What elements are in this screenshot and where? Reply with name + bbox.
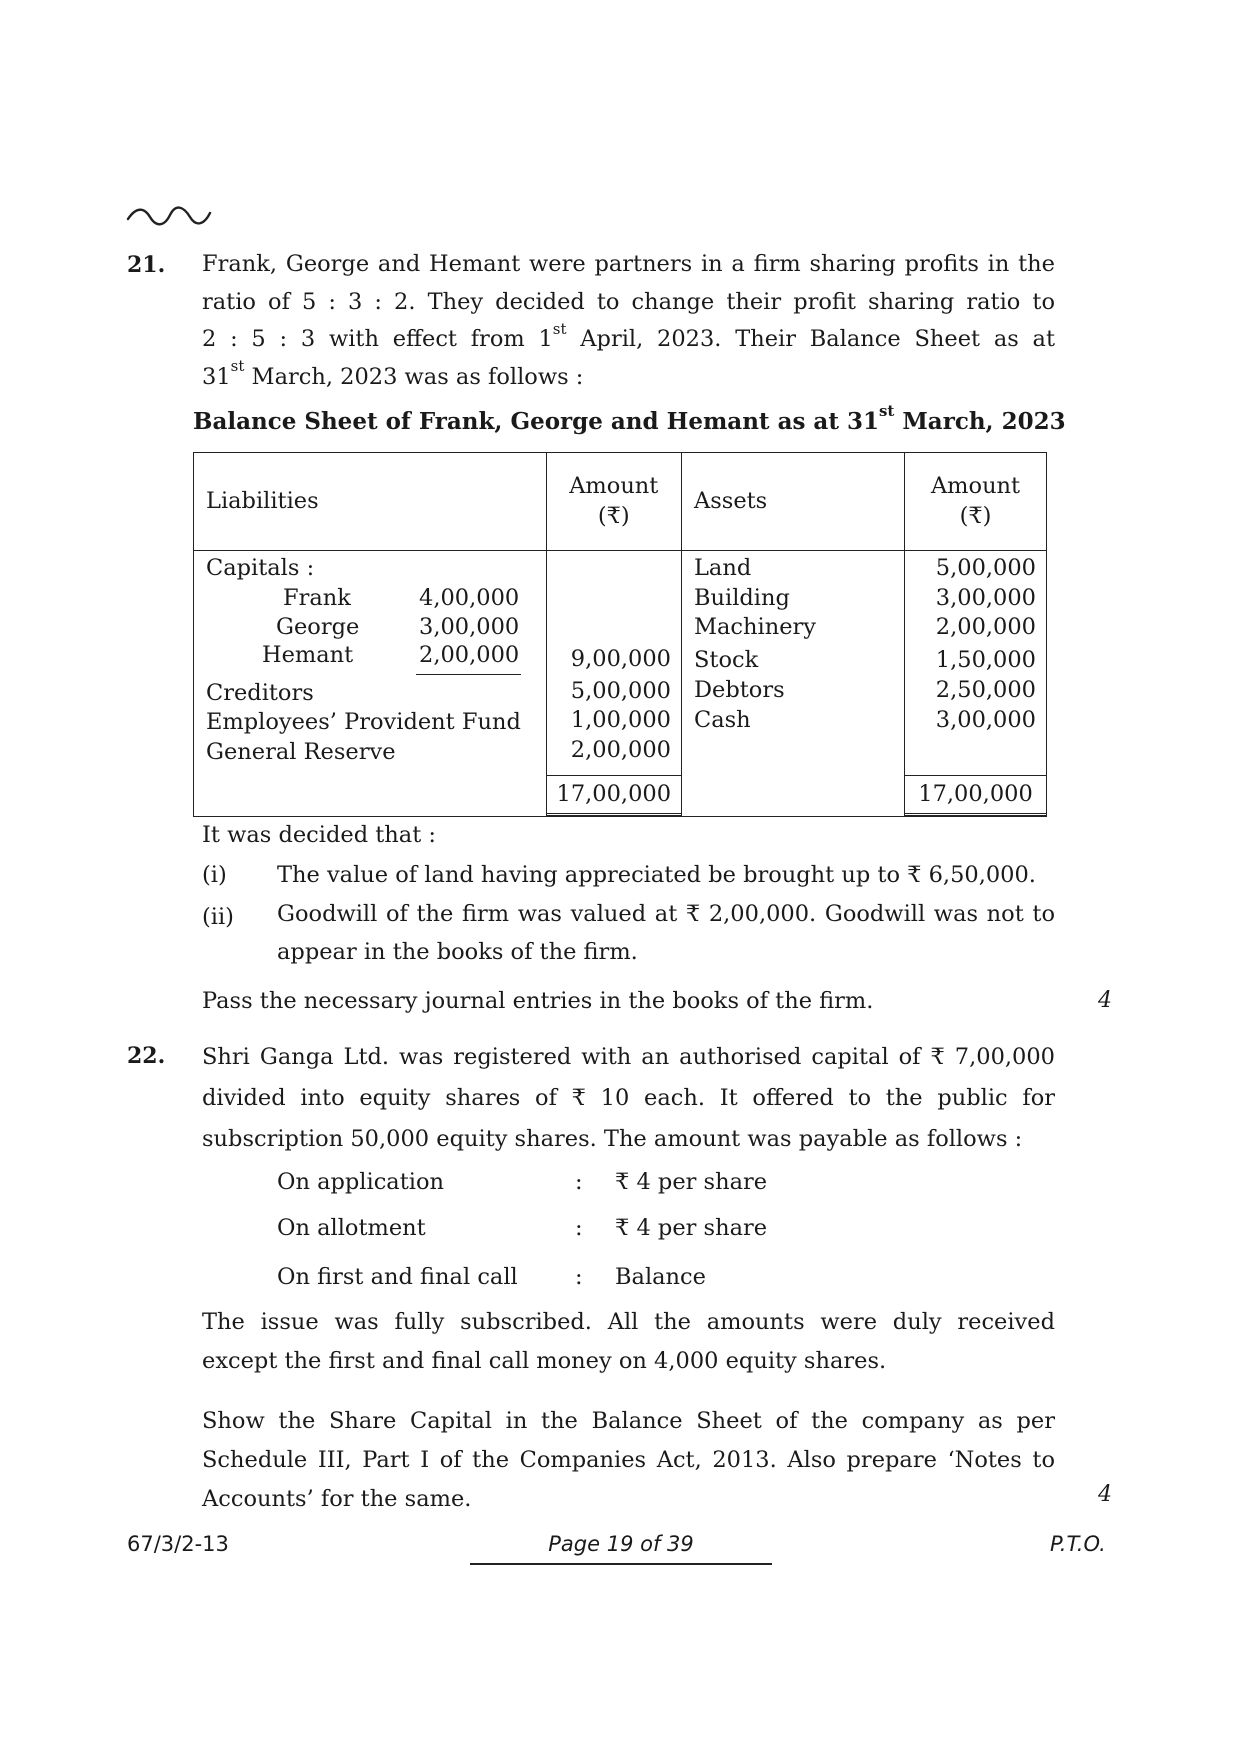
partner-name-george: George <box>276 613 360 640</box>
paper-code: 67/3/2-13 <box>127 1532 229 1556</box>
header-liabilities: Liabilities <box>194 453 547 551</box>
subtotal-underline <box>416 674 521 675</box>
balance-sheet-title <box>193 402 1066 435</box>
q21-marks: 4 <box>1098 988 1112 1013</box>
q22-marks: 4 <box>1098 1482 1112 1507</box>
balance-sheet-table <box>193 452 1047 817</box>
asset-debtors: Debtors <box>693 677 785 703</box>
liability-general-reserve: General Reserve <box>206 738 396 765</box>
q21-line-3 <box>202 321 1055 359</box>
q22-line-1: Shri Ganga Ltd. was registered with an authorised capital of ₹ 7,00,000 <box>202 1044 1055 1070</box>
q21-instruction: Pass the necessary journal entries in the books of the firm. <box>202 988 874 1014</box>
question-number-21: 21. <box>127 252 166 278</box>
header-amount-left <box>546 453 681 551</box>
schedule-value-allotment: ₹ 4 per share <box>615 1215 768 1241</box>
liability-epf: Employees’ Provident Fund <box>206 709 521 735</box>
partner-name-hemant: Hemant <box>262 641 354 668</box>
header-amount-left-l1: Amount <box>569 473 659 499</box>
amount-creditors: 5,00,000 <box>570 677 671 704</box>
schedule-label-application: On application <box>277 1169 444 1195</box>
header-amount-right <box>905 453 1047 551</box>
schedule-sep-final-call: : <box>575 1264 583 1290</box>
item-ii-block <box>277 896 1055 971</box>
q21-line-3-b: April, 2023. Their Balance Sheet as at <box>566 326 1056 352</box>
item-i-number: (i) <box>202 862 227 888</box>
liabilities-column <box>194 551 547 776</box>
header-amount-left-l2: (₹) <box>597 502 630 529</box>
page-number: Page 19 of 39 <box>548 1532 694 1556</box>
bs-title-sup: st <box>878 402 895 421</box>
header-amount-right-l2: (₹) <box>959 502 992 529</box>
schedule-value-application: ₹ 4 per share <box>615 1169 768 1195</box>
assets-amount-column <box>905 551 1047 776</box>
header-assets: Assets <box>681 453 904 551</box>
asset-cash: Cash <box>693 706 751 733</box>
wave-mark-icon <box>126 205 212 227</box>
q21-line-3-sup: st <box>552 319 567 338</box>
q22-paragraph-2 <box>202 1303 1055 1381</box>
table-body-row <box>194 551 1047 776</box>
schedule-value-final-call: Balance <box>615 1264 706 1290</box>
pto-label: P.T.O. <box>1050 1532 1106 1556</box>
schedule-label-final-call: On first and final call <box>277 1264 518 1290</box>
table-total-row <box>194 775 1047 816</box>
amount-building: 3,00,000 <box>935 584 1036 611</box>
bs-title-a: Balance Sheet of Frank, George and Hemant as at 31 <box>193 408 879 435</box>
question-22-intro <box>202 1037 1055 1160</box>
item-ii-number: (ii) <box>202 904 234 930</box>
amount-machinery: 2,00,000 <box>935 614 1036 640</box>
question-number-22: 22. <box>127 1043 166 1069</box>
q21-line-4 <box>202 359 1055 397</box>
schedule-label-allotment: On allotment <box>277 1215 426 1241</box>
amount-capital-total: 9,00,000 <box>570 646 671 672</box>
q22-para3-line-2: Schedule III, Part I of the Companies Act, 2013. Also prepare ‘Notes to <box>202 1447 1055 1473</box>
q22-paragraph-3 <box>202 1402 1055 1519</box>
total-liabilities: 17,00,000 <box>547 775 681 816</box>
total-assets: 17,00,000 <box>905 775 1046 816</box>
q21-line-4-b: March, 2023 was as follows : <box>244 363 584 390</box>
amount-epf: 1,00,000 <box>570 707 671 733</box>
q22-para2-line-2: except the first and final call money on 4,000 equity shares. <box>202 1348 887 1374</box>
q22-para3-line-1: Show the Share Capital in the Balance Sheet of the company as per <box>202 1408 1055 1434</box>
asset-land: Land <box>693 555 752 581</box>
amount-general-reserve: 2,00,000 <box>570 736 671 763</box>
asset-building: Building <box>693 584 790 611</box>
header-amount-right-l1: Amount <box>930 473 1021 499</box>
page-number-underline <box>470 1563 772 1565</box>
item-i-text: The value of land having appreciated be brought up to ₹ 6,50,000. <box>277 862 1036 888</box>
q22-line-3: subscription 50,000 equity shares. The amount was payable as follows : <box>202 1126 1023 1152</box>
item-ii-line-2: appear in the books of the firm. <box>277 938 638 965</box>
bs-title-b: March, 2023 <box>894 408 1066 435</box>
partner-amount-george: 3,00,000 <box>419 613 520 640</box>
q22-line-2: divided into equity shares of ₹ 10 each. It offered to the public for <box>202 1085 1055 1111</box>
asset-stock: Stock <box>693 646 759 673</box>
q21-line-4-sup: st <box>230 357 245 375</box>
q21-line-4-a: 31 <box>202 363 231 390</box>
total-blank-right <box>681 775 904 816</box>
schedule-sep-allotment: : <box>575 1215 583 1241</box>
partner-capitals <box>206 584 546 702</box>
liability-creditors: Creditors <box>206 679 314 706</box>
capitals-label: Capitals : <box>206 555 315 581</box>
decided-text: It was decided that : <box>202 822 436 848</box>
partner-amount-frank: 4,00,000 <box>419 584 520 611</box>
amount-cash: 3,00,000 <box>935 706 1036 733</box>
asset-machinery: Machinery <box>693 614 816 640</box>
partner-name-frank: Frank <box>283 584 351 611</box>
q22-para3-line-3: Accounts’ for the same. <box>202 1486 472 1512</box>
q22-para2-line-1: The issue was fully subscribed. All the amounts were duly received <box>202 1309 1055 1335</box>
q21-line-2: ratio of 5 : 3 : 2. They decided to change their profit sharing ratio to <box>202 288 1055 315</box>
q21-line-1: Frank, George and Hemant were partners in a firm sharing profits in the <box>202 251 1055 277</box>
amount-debtors: 2,50,000 <box>935 677 1036 703</box>
schedule-sep-application: : <box>575 1169 583 1195</box>
item-ii-line-1: Goodwill of the firm was valued at ₹ 2,00,000. Goodwill was not to <box>277 901 1055 927</box>
liabilities-amount-column <box>546 551 681 776</box>
amount-stock: 1,50,000 <box>935 646 1036 673</box>
q21-line-3-a: 2 : 5 : 3 with effect from 1 <box>202 326 553 352</box>
total-blank-left <box>194 775 547 816</box>
assets-column <box>681 551 904 776</box>
partner-amount-hemant: 2,00,000 <box>419 641 520 668</box>
amount-land: 5,00,000 <box>935 555 1036 581</box>
table-header-row <box>194 453 1047 551</box>
total-assets-cell <box>905 775 1047 816</box>
question-21-intro <box>202 246 1055 396</box>
total-liabilities-cell <box>546 775 681 816</box>
